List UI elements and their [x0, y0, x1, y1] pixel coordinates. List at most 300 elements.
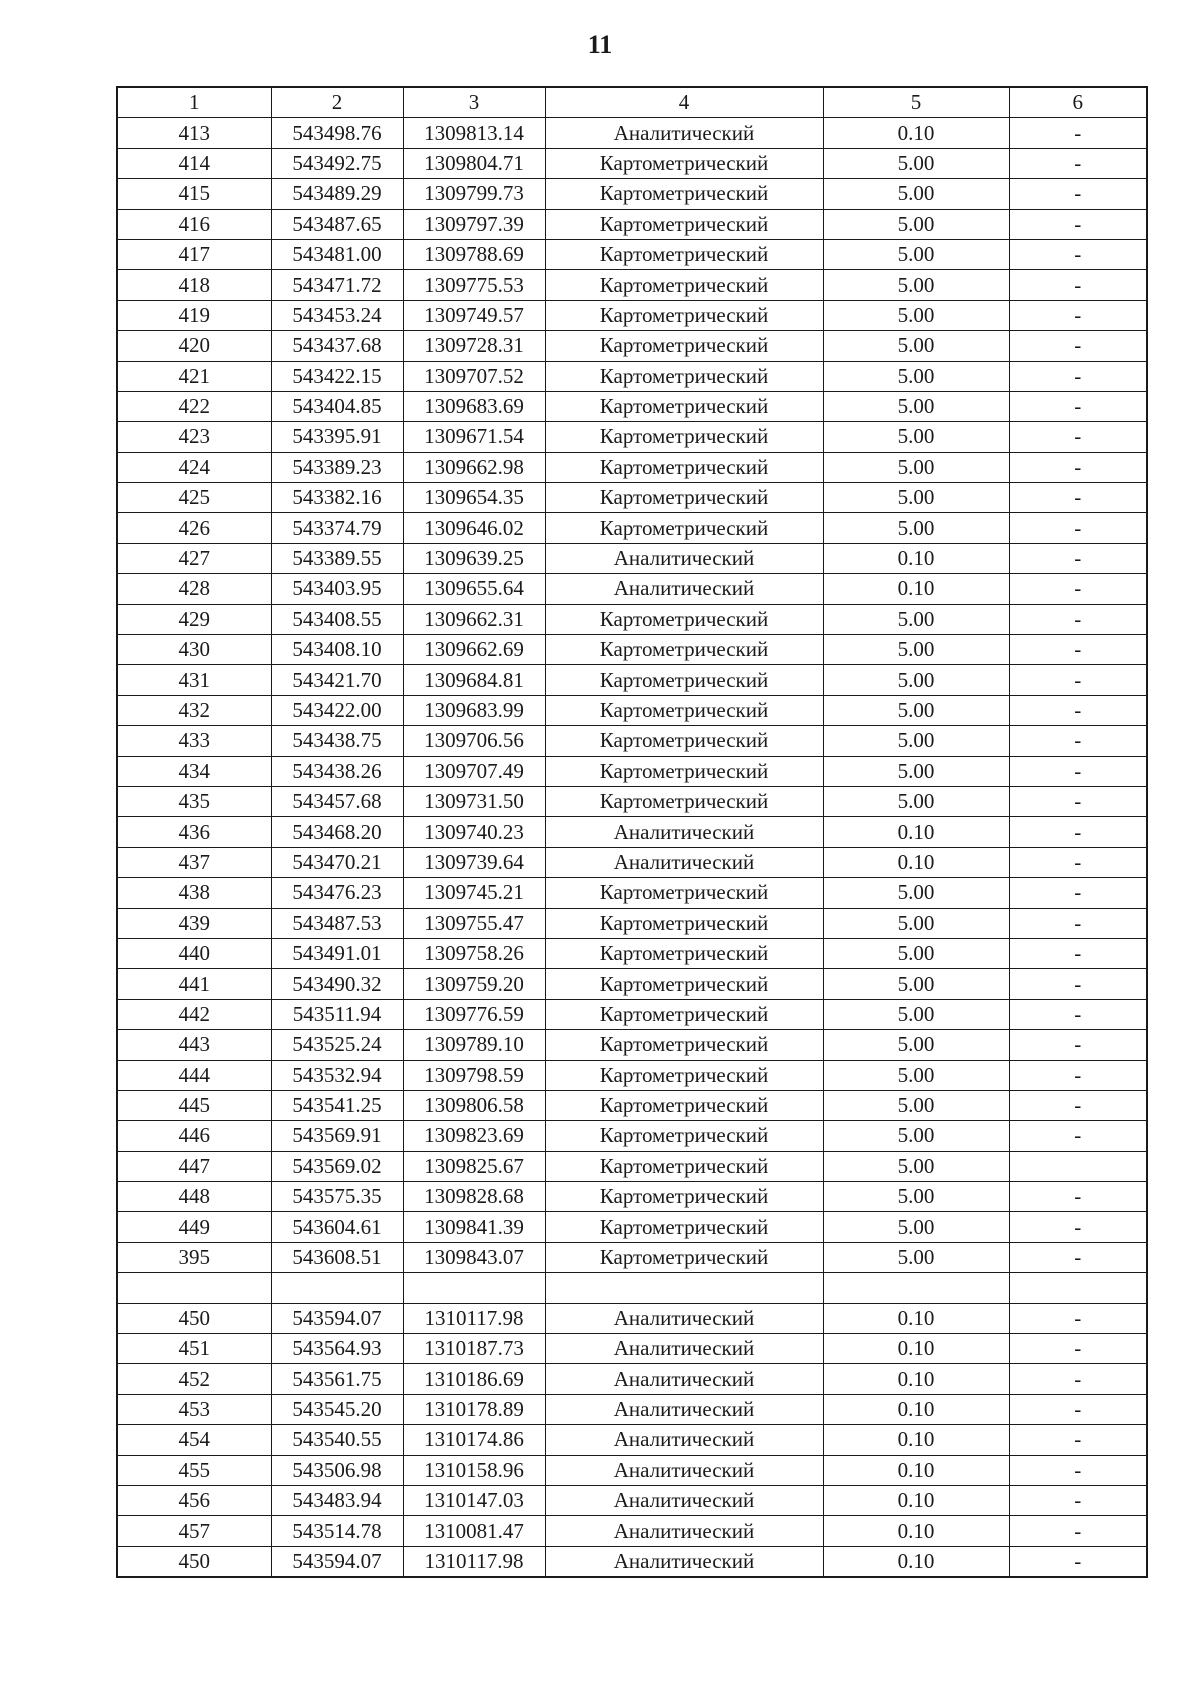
coord-x-cell: 543408.10: [271, 635, 403, 665]
coord-x-cell: 543421.70: [271, 665, 403, 695]
coord-y-cell: 1309813.14: [403, 118, 545, 148]
coord-x-cell: 543541.25: [271, 1090, 403, 1120]
table-row: [117, 1425, 1147, 1455]
method-cell: Аналитический: [545, 1334, 823, 1364]
accuracy-cell: 0.10: [823, 847, 1009, 877]
method-cell: Картометрический: [545, 239, 823, 269]
table-row: [117, 908, 1147, 938]
note-cell: -: [1009, 1546, 1147, 1577]
point-number-cell: 426: [117, 513, 271, 543]
coord-x-cell: 543492.75: [271, 148, 403, 178]
table-row: [117, 1182, 1147, 1212]
point-number-cell: 434: [117, 756, 271, 786]
accuracy-cell: 5.00: [823, 391, 1009, 421]
table-row: [117, 1546, 1147, 1577]
note-cell: -: [1009, 118, 1147, 148]
point-number-cell: 438: [117, 878, 271, 908]
accuracy-cell: 5.00: [823, 1212, 1009, 1242]
accuracy-cell: 5.00: [823, 604, 1009, 634]
method-cell: [545, 1273, 823, 1303]
column-header-2: 2: [271, 87, 403, 118]
method-cell: Картометрический: [545, 1060, 823, 1090]
coord-y-cell: 1309749.57: [403, 300, 545, 330]
method-cell: Картометрический: [545, 361, 823, 391]
table-row: [117, 1060, 1147, 1090]
point-number-cell: 421: [117, 361, 271, 391]
coord-x-cell: 543490.32: [271, 969, 403, 999]
method-cell: Картометрический: [545, 695, 823, 725]
table-row: [117, 483, 1147, 513]
table-row: [117, 543, 1147, 573]
method-cell: Картометрический: [545, 331, 823, 361]
table-row: [117, 391, 1147, 421]
coord-y-cell: 1310178.89: [403, 1394, 545, 1424]
coord-y-cell: 1309798.59: [403, 1060, 545, 1090]
coord-x-cell: 543608.51: [271, 1242, 403, 1272]
method-cell: Картометрический: [545, 786, 823, 816]
note-cell: -: [1009, 817, 1147, 847]
coord-x-cell: 543525.24: [271, 1030, 403, 1060]
accuracy-cell: 5.00: [823, 361, 1009, 391]
coord-y-cell: 1309775.53: [403, 270, 545, 300]
method-cell: Картометрический: [545, 270, 823, 300]
method-cell: Аналитический: [545, 543, 823, 573]
accuracy-cell: 5.00: [823, 209, 1009, 239]
point-number-cell: [117, 1273, 271, 1303]
table-row: [117, 1242, 1147, 1272]
table-row: [117, 817, 1147, 847]
point-number-cell: 447: [117, 1151, 271, 1181]
note-cell: -: [1009, 786, 1147, 816]
coord-x-cell: 543481.00: [271, 239, 403, 269]
point-number-cell: 450: [117, 1546, 271, 1577]
point-number-cell: 450: [117, 1303, 271, 1333]
method-cell: Картометрический: [545, 300, 823, 330]
accuracy-cell: 5.00: [823, 786, 1009, 816]
note-cell: [1009, 1273, 1147, 1303]
method-cell: Картометрический: [545, 1090, 823, 1120]
note-cell: -: [1009, 756, 1147, 786]
coord-x-cell: 543564.93: [271, 1334, 403, 1364]
coord-x-cell: 543408.55: [271, 604, 403, 634]
point-number-cell: 457: [117, 1516, 271, 1546]
note-cell: -: [1009, 209, 1147, 239]
table-row: [117, 999, 1147, 1029]
note-cell: -: [1009, 1485, 1147, 1515]
coord-y-cell: 1309655.64: [403, 574, 545, 604]
note-cell: -: [1009, 148, 1147, 178]
coord-x-cell: 543487.65: [271, 209, 403, 239]
point-number-cell: 435: [117, 786, 271, 816]
coord-y-cell: 1310158.96: [403, 1455, 545, 1485]
note-cell: -: [1009, 1455, 1147, 1485]
accuracy-cell: 5.00: [823, 331, 1009, 361]
coord-y-cell: 1309683.99: [403, 695, 545, 725]
method-cell: Аналитический: [545, 817, 823, 847]
note-cell: -: [1009, 300, 1147, 330]
coord-y-cell: 1309825.67: [403, 1151, 545, 1181]
note-cell: -: [1009, 665, 1147, 695]
coord-y-cell: 1309740.23: [403, 817, 545, 847]
coord-x-cell: 543514.78: [271, 1516, 403, 1546]
table-row: [117, 1121, 1147, 1151]
point-number-cell: 416: [117, 209, 271, 239]
accuracy-cell: 5.00: [823, 239, 1009, 269]
point-number-cell: 441: [117, 969, 271, 999]
coord-y-cell: 1309646.02: [403, 513, 545, 543]
column-header-3: 3: [403, 87, 545, 118]
point-number-cell: 423: [117, 422, 271, 452]
point-number-cell: 413: [117, 118, 271, 148]
table-row: [117, 209, 1147, 239]
method-cell: Аналитический: [545, 118, 823, 148]
method-cell: Аналитический: [545, 574, 823, 604]
method-cell: Картометрический: [545, 209, 823, 239]
point-number-cell: 452: [117, 1364, 271, 1394]
table-row: [117, 938, 1147, 968]
note-cell: -: [1009, 878, 1147, 908]
method-cell: Аналитический: [545, 1394, 823, 1424]
note-cell: -: [1009, 1030, 1147, 1060]
accuracy-cell: 5.00: [823, 148, 1009, 178]
point-number-cell: 419: [117, 300, 271, 330]
table-row: [117, 1303, 1147, 1333]
coord-y-cell: 1309789.10: [403, 1030, 545, 1060]
coord-x-cell: 543437.68: [271, 331, 403, 361]
point-number-cell: 453: [117, 1394, 271, 1424]
method-cell: Картометрический: [545, 148, 823, 178]
table-row: [117, 1273, 1147, 1303]
note-cell: -: [1009, 422, 1147, 452]
method-cell: Картометрический: [545, 635, 823, 665]
note-cell: -: [1009, 635, 1147, 665]
note-cell: -: [1009, 452, 1147, 482]
table-row: [117, 148, 1147, 178]
accuracy-cell: 0.10: [823, 1485, 1009, 1515]
point-number-cell: 422: [117, 391, 271, 421]
coord-y-cell: [403, 1273, 545, 1303]
table-row: [117, 452, 1147, 482]
method-cell: Картометрический: [545, 604, 823, 634]
coord-x-cell: 543604.61: [271, 1212, 403, 1242]
table-row: [117, 1030, 1147, 1060]
point-number-cell: 415: [117, 179, 271, 209]
coord-x-cell: 543489.29: [271, 179, 403, 209]
accuracy-cell: 5.00: [823, 179, 1009, 209]
point-number-cell: 454: [117, 1425, 271, 1455]
coord-x-cell: 543511.94: [271, 999, 403, 1029]
coord-x-cell: 543487.53: [271, 908, 403, 938]
method-cell: Аналитический: [545, 1546, 823, 1577]
point-number-cell: 439: [117, 908, 271, 938]
coord-y-cell: 1309745.21: [403, 878, 545, 908]
point-number-cell: 395: [117, 1242, 271, 1272]
method-cell: Аналитический: [545, 1485, 823, 1515]
table-body: [117, 118, 1147, 1577]
coord-y-cell: 1309662.31: [403, 604, 545, 634]
note-cell: -: [1009, 1212, 1147, 1242]
coord-x-cell: 543545.20: [271, 1394, 403, 1424]
accuracy-cell: 5.00: [823, 1090, 1009, 1120]
point-number-cell: 451: [117, 1334, 271, 1364]
note-cell: -: [1009, 179, 1147, 209]
coord-y-cell: 1309828.68: [403, 1182, 545, 1212]
note-cell: -: [1009, 1425, 1147, 1455]
point-number-cell: 437: [117, 847, 271, 877]
accuracy-cell: 5.00: [823, 969, 1009, 999]
note-cell: -: [1009, 969, 1147, 999]
table-row: [117, 726, 1147, 756]
accuracy-cell: 5.00: [823, 1242, 1009, 1272]
accuracy-cell: 5.00: [823, 695, 1009, 725]
method-cell: Картометрический: [545, 452, 823, 482]
coord-x-cell: 543468.20: [271, 817, 403, 847]
table-row: [117, 574, 1147, 604]
note-cell: -: [1009, 1303, 1147, 1333]
accuracy-cell: 5.00: [823, 999, 1009, 1029]
accuracy-cell: 5.00: [823, 908, 1009, 938]
column-header-5: 5: [823, 87, 1009, 118]
accuracy-cell: 0.10: [823, 1394, 1009, 1424]
coord-x-cell: 543540.55: [271, 1425, 403, 1455]
column-header-1: 1: [117, 87, 271, 118]
coord-y-cell: 1309788.69: [403, 239, 545, 269]
coord-y-cell: 1309683.69: [403, 391, 545, 421]
point-number-cell: 429: [117, 604, 271, 634]
coord-x-cell: 543438.75: [271, 726, 403, 756]
table-row: [117, 786, 1147, 816]
table-row: [117, 361, 1147, 391]
point-number-cell: 420: [117, 331, 271, 361]
table-row: [117, 1364, 1147, 1394]
accuracy-cell: 5.00: [823, 483, 1009, 513]
accuracy-cell: 5.00: [823, 270, 1009, 300]
method-cell: Аналитический: [545, 1364, 823, 1394]
coord-x-cell: 543506.98: [271, 1455, 403, 1485]
table-header-row: [117, 87, 1147, 118]
coord-y-cell: 1309671.54: [403, 422, 545, 452]
note-cell: -: [1009, 331, 1147, 361]
accuracy-cell: 0.10: [823, 1303, 1009, 1333]
table-row: [117, 270, 1147, 300]
table-row: [117, 665, 1147, 695]
method-cell: Картометрический: [545, 391, 823, 421]
table-row: [117, 331, 1147, 361]
point-number-cell: 444: [117, 1060, 271, 1090]
method-cell: Картометрический: [545, 726, 823, 756]
method-cell: Картометрический: [545, 1030, 823, 1060]
point-number-cell: 418: [117, 270, 271, 300]
coord-x-cell: 543476.23: [271, 878, 403, 908]
coord-y-cell: 1309662.98: [403, 452, 545, 482]
coord-x-cell: 543404.85: [271, 391, 403, 421]
table-row: [117, 604, 1147, 634]
method-cell: Картометрический: [545, 483, 823, 513]
note-cell: -: [1009, 513, 1147, 543]
coord-x-cell: 543498.76: [271, 118, 403, 148]
accuracy-cell: 5.00: [823, 635, 1009, 665]
accuracy-cell: 5.00: [823, 1060, 1009, 1090]
accuracy-cell: 0.10: [823, 817, 1009, 847]
table-row: [117, 1090, 1147, 1120]
table-row: [117, 513, 1147, 543]
accuracy-cell: 5.00: [823, 1182, 1009, 1212]
method-cell: Аналитический: [545, 1455, 823, 1485]
accuracy-cell: 0.10: [823, 1425, 1009, 1455]
column-header-4: 4: [545, 87, 823, 118]
point-number-cell: 417: [117, 239, 271, 269]
note-cell: -: [1009, 908, 1147, 938]
coord-y-cell: 1309759.20: [403, 969, 545, 999]
point-number-cell: 455: [117, 1455, 271, 1485]
accuracy-cell: 0.10: [823, 1516, 1009, 1546]
point-number-cell: 424: [117, 452, 271, 482]
note-cell: -: [1009, 604, 1147, 634]
coord-y-cell: 1309841.39: [403, 1212, 545, 1242]
coord-y-cell: 1309797.39: [403, 209, 545, 239]
table-row: [117, 695, 1147, 725]
table-row: [117, 1212, 1147, 1242]
coord-y-cell: 1310174.86: [403, 1425, 545, 1455]
point-number-cell: 446: [117, 1121, 271, 1151]
accuracy-cell: 5.00: [823, 422, 1009, 452]
coord-y-cell: 1309662.69: [403, 635, 545, 665]
point-number-cell: 449: [117, 1212, 271, 1242]
method-cell: Картометрический: [545, 756, 823, 786]
coord-y-cell: 1310117.98: [403, 1303, 545, 1333]
coord-y-cell: 1309843.07: [403, 1242, 545, 1272]
coord-x-cell: 543403.95: [271, 574, 403, 604]
coord-x-cell: 543594.07: [271, 1546, 403, 1577]
coord-y-cell: 1309739.64: [403, 847, 545, 877]
method-cell: Картометрический: [545, 938, 823, 968]
coord-x-cell: 543395.91: [271, 422, 403, 452]
coord-y-cell: 1309684.81: [403, 665, 545, 695]
point-number-cell: 448: [117, 1182, 271, 1212]
point-number-cell: 445: [117, 1090, 271, 1120]
accuracy-cell: 5.00: [823, 1151, 1009, 1181]
note-cell: -: [1009, 1182, 1147, 1212]
note-cell: -: [1009, 1394, 1147, 1424]
accuracy-cell: 5.00: [823, 1030, 1009, 1060]
table-row: [117, 1394, 1147, 1424]
note-cell: -: [1009, 1242, 1147, 1272]
table-row: [117, 878, 1147, 908]
coord-x-cell: 543422.00: [271, 695, 403, 725]
method-cell: Аналитический: [545, 1425, 823, 1455]
coord-x-cell: 543491.01: [271, 938, 403, 968]
table-row: [117, 1151, 1147, 1181]
method-cell: Картометрический: [545, 969, 823, 999]
coord-x-cell: 543422.15: [271, 361, 403, 391]
note-cell: -: [1009, 270, 1147, 300]
coord-y-cell: 1309776.59: [403, 999, 545, 1029]
method-cell: Аналитический: [545, 1303, 823, 1333]
accuracy-cell: 5.00: [823, 878, 1009, 908]
point-number-cell: 428: [117, 574, 271, 604]
accuracy-cell: 5.00: [823, 938, 1009, 968]
point-number-cell: 443: [117, 1030, 271, 1060]
method-cell: Картометрический: [545, 878, 823, 908]
coord-y-cell: 1309806.58: [403, 1090, 545, 1120]
note-cell: -: [1009, 999, 1147, 1029]
coord-x-cell: 543470.21: [271, 847, 403, 877]
accuracy-cell: 5.00: [823, 665, 1009, 695]
method-cell: Картометрический: [545, 1212, 823, 1242]
point-number-cell: 425: [117, 483, 271, 513]
table-row: [117, 239, 1147, 269]
note-cell: -: [1009, 361, 1147, 391]
table-row: [117, 179, 1147, 209]
table-row: [117, 300, 1147, 330]
coord-y-cell: 1310117.98: [403, 1546, 545, 1577]
table-row: [117, 118, 1147, 148]
note-cell: -: [1009, 1364, 1147, 1394]
method-cell: Картометрический: [545, 1242, 823, 1272]
note-cell: -: [1009, 1334, 1147, 1364]
coord-x-cell: 543532.94: [271, 1060, 403, 1090]
accuracy-cell: 5.00: [823, 300, 1009, 330]
coord-y-cell: 1310081.47: [403, 1516, 545, 1546]
coord-x-cell: 543483.94: [271, 1485, 403, 1515]
note-cell: -: [1009, 695, 1147, 725]
coord-y-cell: 1309654.35: [403, 483, 545, 513]
coord-x-cell: 543389.23: [271, 452, 403, 482]
coord-y-cell: 1309706.56: [403, 726, 545, 756]
method-cell: Картометрический: [545, 513, 823, 543]
accuracy-cell: 0.10: [823, 1455, 1009, 1485]
coord-x-cell: 543389.55: [271, 543, 403, 573]
point-number-cell: 431: [117, 665, 271, 695]
method-cell: Картометрический: [545, 1182, 823, 1212]
table-row: [117, 1455, 1147, 1485]
accuracy-cell: 0.10: [823, 543, 1009, 573]
coord-x-cell: 543569.02: [271, 1151, 403, 1181]
note-cell: [1009, 1151, 1147, 1181]
coord-x-cell: 543569.91: [271, 1121, 403, 1151]
coord-y-cell: 1310147.03: [403, 1485, 545, 1515]
coord-x-cell: 543438.26: [271, 756, 403, 786]
note-cell: -: [1009, 847, 1147, 877]
note-cell: -: [1009, 574, 1147, 604]
method-cell: Картометрический: [545, 908, 823, 938]
method-cell: Картометрический: [545, 1121, 823, 1151]
note-cell: -: [1009, 1090, 1147, 1120]
note-cell: -: [1009, 391, 1147, 421]
coord-y-cell: 1309728.31: [403, 331, 545, 361]
method-cell: Картометрический: [545, 665, 823, 695]
point-number-cell: 456: [117, 1485, 271, 1515]
note-cell: -: [1009, 1060, 1147, 1090]
coord-y-cell: 1309799.73: [403, 179, 545, 209]
coord-x-cell: 543453.24: [271, 300, 403, 330]
coord-x-cell: 543382.16: [271, 483, 403, 513]
coord-x-cell: 543471.72: [271, 270, 403, 300]
accuracy-cell: [823, 1273, 1009, 1303]
page-number: 11: [587, 30, 613, 59]
point-number-cell: 427: [117, 543, 271, 573]
method-cell: Картометрический: [545, 422, 823, 452]
accuracy-cell: 0.10: [823, 118, 1009, 148]
coord-y-cell: 1309823.69: [403, 1121, 545, 1151]
note-cell: -: [1009, 483, 1147, 513]
coord-y-cell: 1309707.49: [403, 756, 545, 786]
point-number-cell: 436: [117, 817, 271, 847]
coord-y-cell: 1310186.69: [403, 1364, 545, 1394]
note-cell: -: [1009, 239, 1147, 269]
coord-y-cell: 1309755.47: [403, 908, 545, 938]
point-number-cell: 442: [117, 999, 271, 1029]
